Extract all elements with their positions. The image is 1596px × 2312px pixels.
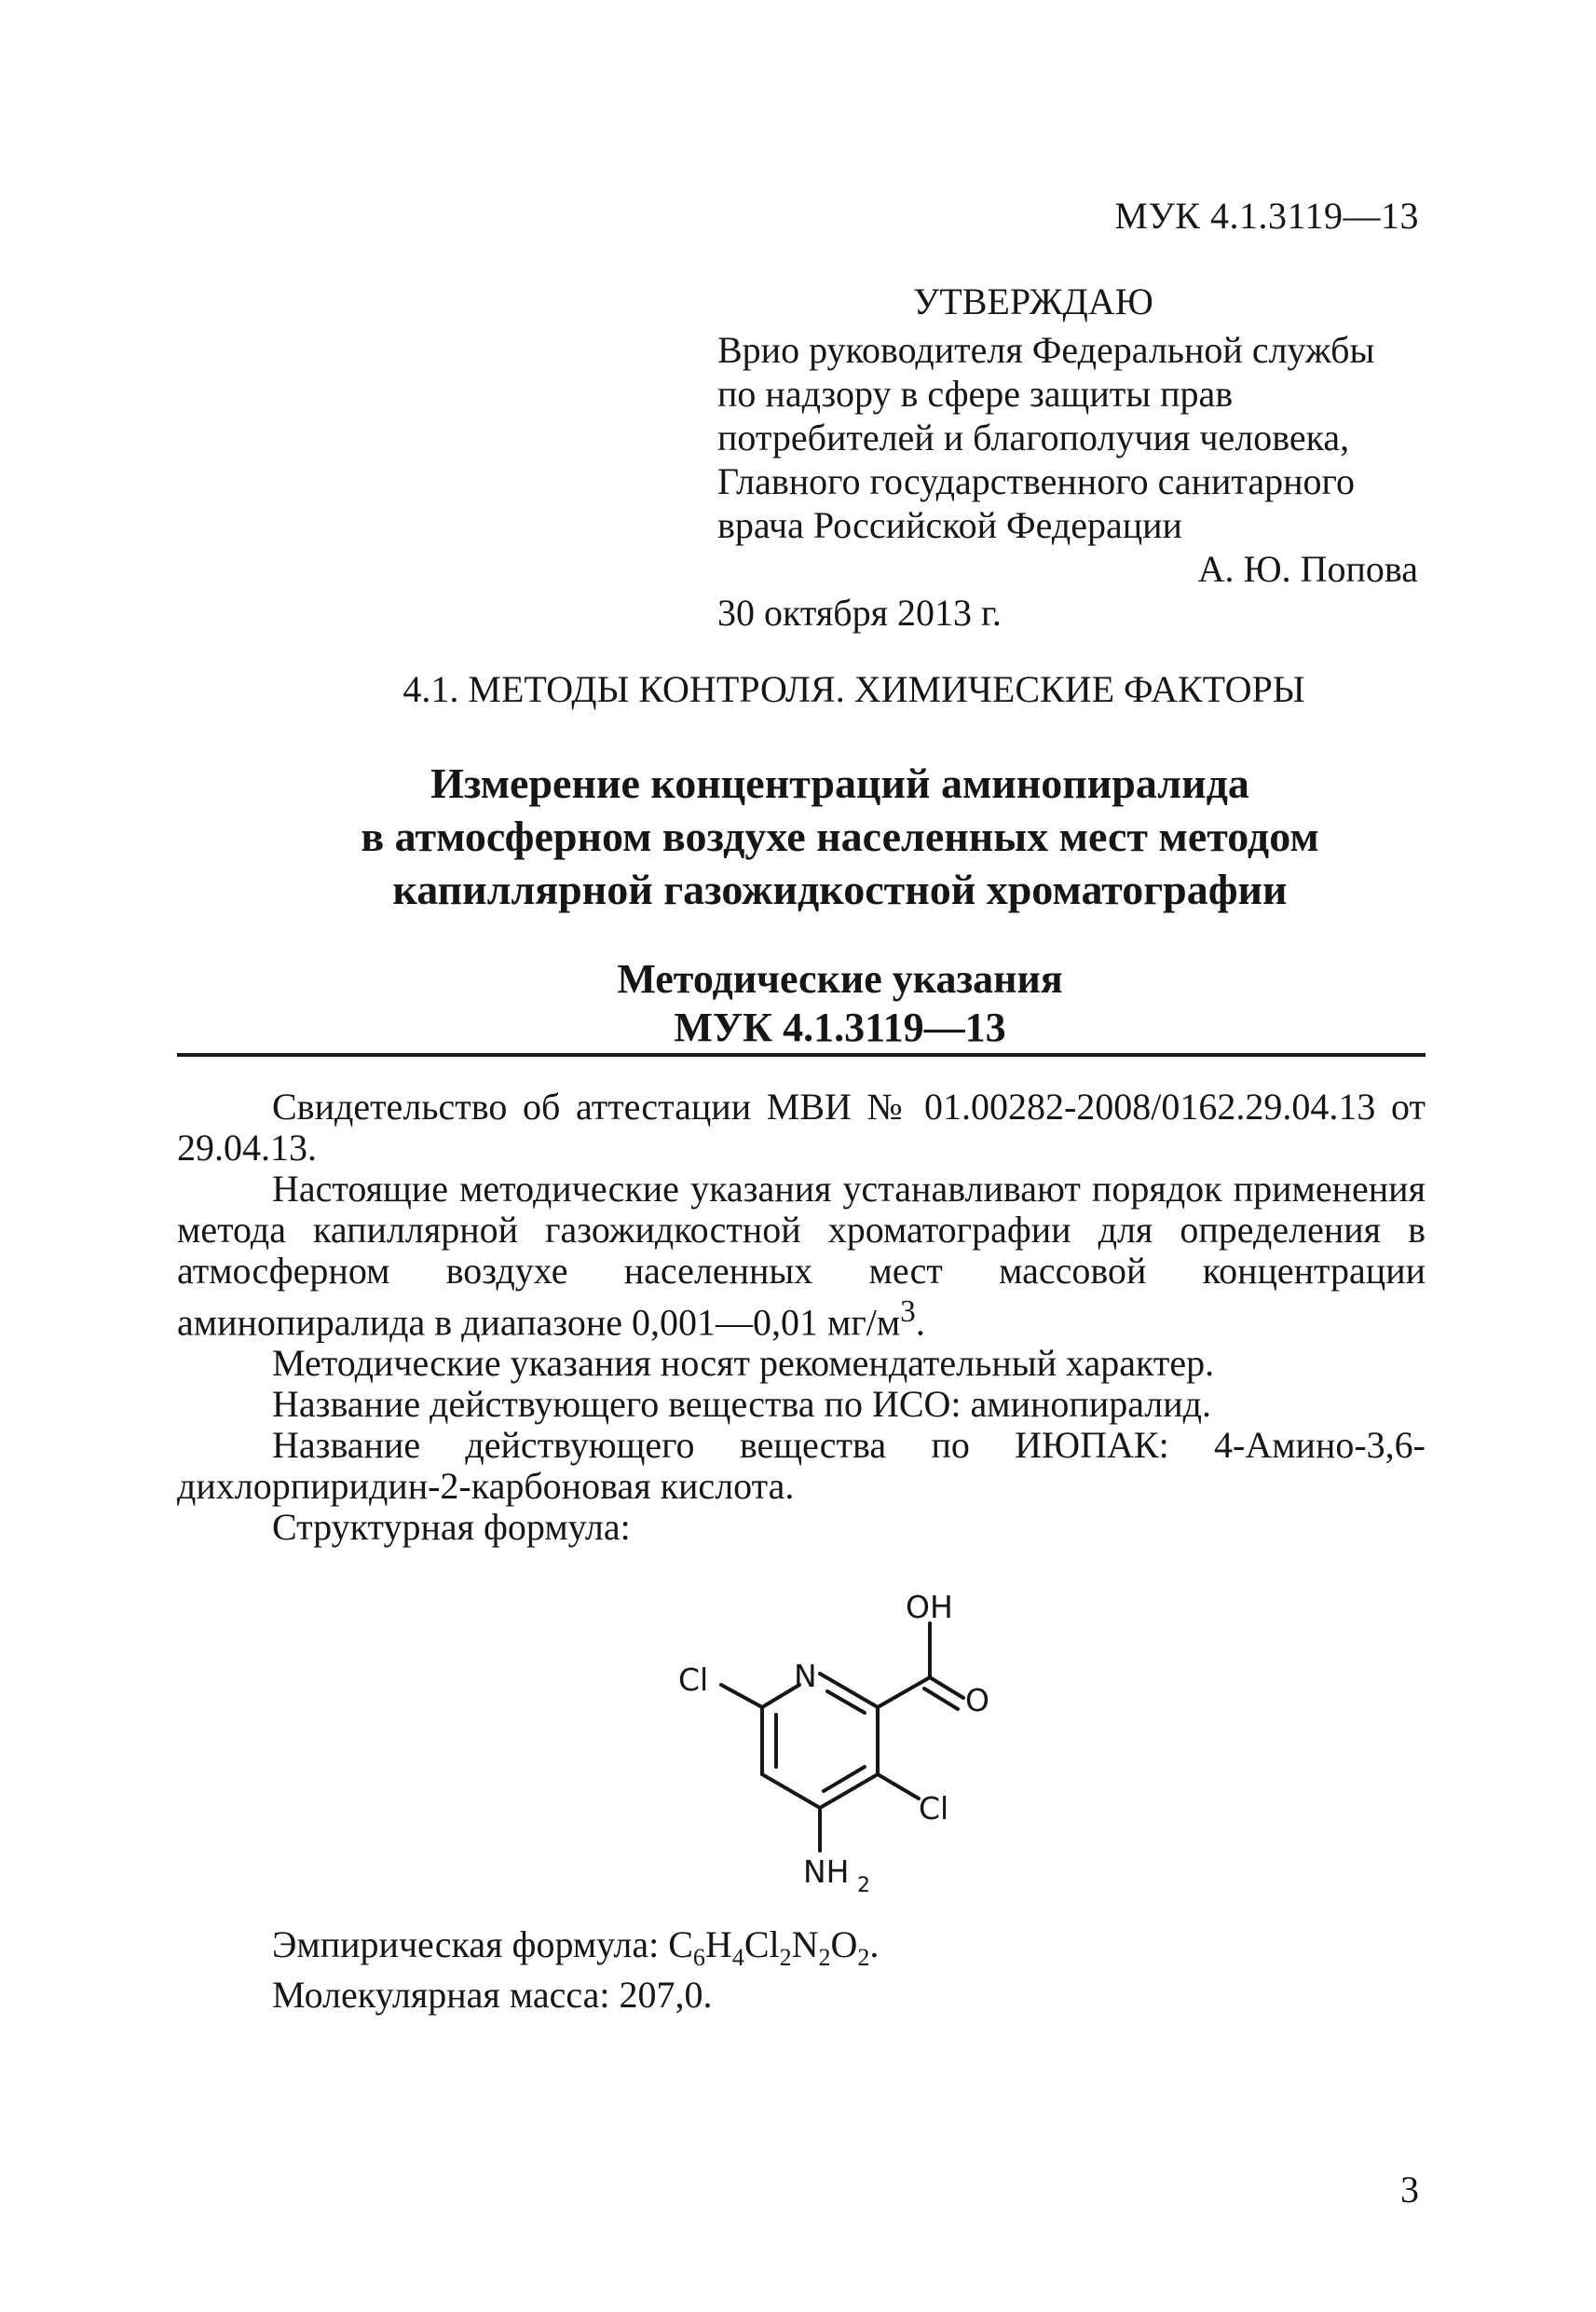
formula-element: H: [704, 1923, 732, 1965]
main-title-line: в атмосферном воздухе населенных мест методом: [361, 813, 1319, 860]
subtitle: [0, 955, 1596, 1052]
subtitle-line: Методические указания: [617, 956, 1063, 1002]
molar-mass: Молекулярная масса: 207,0.: [272, 1974, 713, 2016]
amine-label: NH: [803, 1854, 850, 1890]
formula-element: C: [668, 1923, 693, 1965]
nitrogen-label: N: [794, 1658, 817, 1694]
approval-line: по надзору в сфере защиты прав: [717, 373, 1234, 415]
structure-label: Структурная формула:: [272, 1506, 631, 1549]
document-code-header: МУК 4.1.3119—13: [1114, 195, 1419, 237]
formula-block: [272, 1920, 879, 2020]
page-number: 3: [1400, 2168, 1419, 2210]
formula-element: N: [791, 1923, 819, 1965]
formula-subscript: 4: [731, 1944, 744, 1971]
approval-line: потребителей и благополучия человека,: [717, 417, 1350, 458]
main-title-line: Измерение концентраций аминопиралида: [430, 759, 1249, 807]
oxygen-label: O: [965, 1682, 989, 1718]
approval-date: 30 октября 2013 г.: [717, 592, 1002, 634]
approval-line: Врио руководителя Федеральной службы: [717, 329, 1375, 371]
hydroxyl-label: OH: [906, 1589, 953, 1625]
formula-subscript: 2: [857, 1944, 870, 1971]
structural-formula-drawing: [634, 1575, 1025, 1892]
approval-block: [717, 280, 1425, 636]
ring-bond: [762, 1774, 820, 1808]
chlorine-label-left: Cl: [678, 1662, 709, 1698]
formula-subscript: 2: [779, 1944, 792, 1971]
main-title: [0, 757, 1596, 916]
nature-paragraph: Методические указания носят рекомендательный характер.: [272, 1342, 1215, 1385]
structural-formula: [634, 1575, 1025, 1892]
chlorine-label-right: Cl: [919, 1790, 949, 1826]
empirical-formula-label: Эмпирическая формула:: [272, 1923, 669, 1965]
cl-right-bond: [878, 1774, 919, 1799]
empirical-formula-end: .: [869, 1923, 880, 1965]
amine-subscript: 2: [857, 1874, 870, 1892]
formula-subscript: 6: [692, 1944, 705, 1971]
main-title-line: капиллярной газожидкостной хроматографии: [392, 866, 1288, 913]
approval-line: врача Российской Федерации: [717, 504, 1182, 546]
formula-element: O: [830, 1923, 858, 1965]
body-text: [177, 1087, 1425, 1548]
iso-name-paragraph: Название действующего вещества по ИСО: аминопиралид.: [272, 1383, 1212, 1426]
formula-element: Cl: [743, 1923, 780, 1965]
certificate-paragraph: Свидетельство об аттестации МВИ № 01.00282-2008/0162.29.04.13 от 29.04.13.: [177, 1086, 1425, 1169]
empirical-formula: [272, 1920, 879, 1970]
cl-left-bond: [721, 1685, 762, 1707]
approval-title: УТВЕРЖДАЮ: [913, 280, 1153, 322]
section-title: 4.1. МЕТОДЫ КОНТРОЛЯ. ХИМИЧЕСКИЕ ФАКТОРЫ: [402, 668, 1305, 710]
horizontal-rule: [177, 1053, 1425, 1057]
scope-text: Настоящие методические указания устанавливают порядок применения метода капиллярной газожидкостной хроматографии для определения в атмосферном воздухе населенных мест массовой концентрации аминопиралида в диапазоне 0,001—0,01 мг/м: [177, 1168, 1425, 1344]
subtitle-code: МУК 4.1.3119—13: [674, 1005, 1006, 1050]
approval-line: Главного государственного санитарного: [717, 460, 1355, 502]
formula-subscript: 2: [818, 1944, 831, 1971]
ring-bond: [820, 1774, 878, 1808]
approval-signer: А. Ю. Попова: [1197, 548, 1418, 590]
scope-end: .: [915, 1301, 925, 1344]
iupac-name-paragraph: Название действующего вещества по ИЮПАК: 4-Амино-3,6-дихлорпиридин-2-карбоновая кислота.: [177, 1424, 1425, 1508]
carboxyl-bond: [878, 1677, 930, 1707]
scope-paragraph: [177, 1169, 1425, 1343]
scope-superscript: 3: [900, 1294, 916, 1329]
